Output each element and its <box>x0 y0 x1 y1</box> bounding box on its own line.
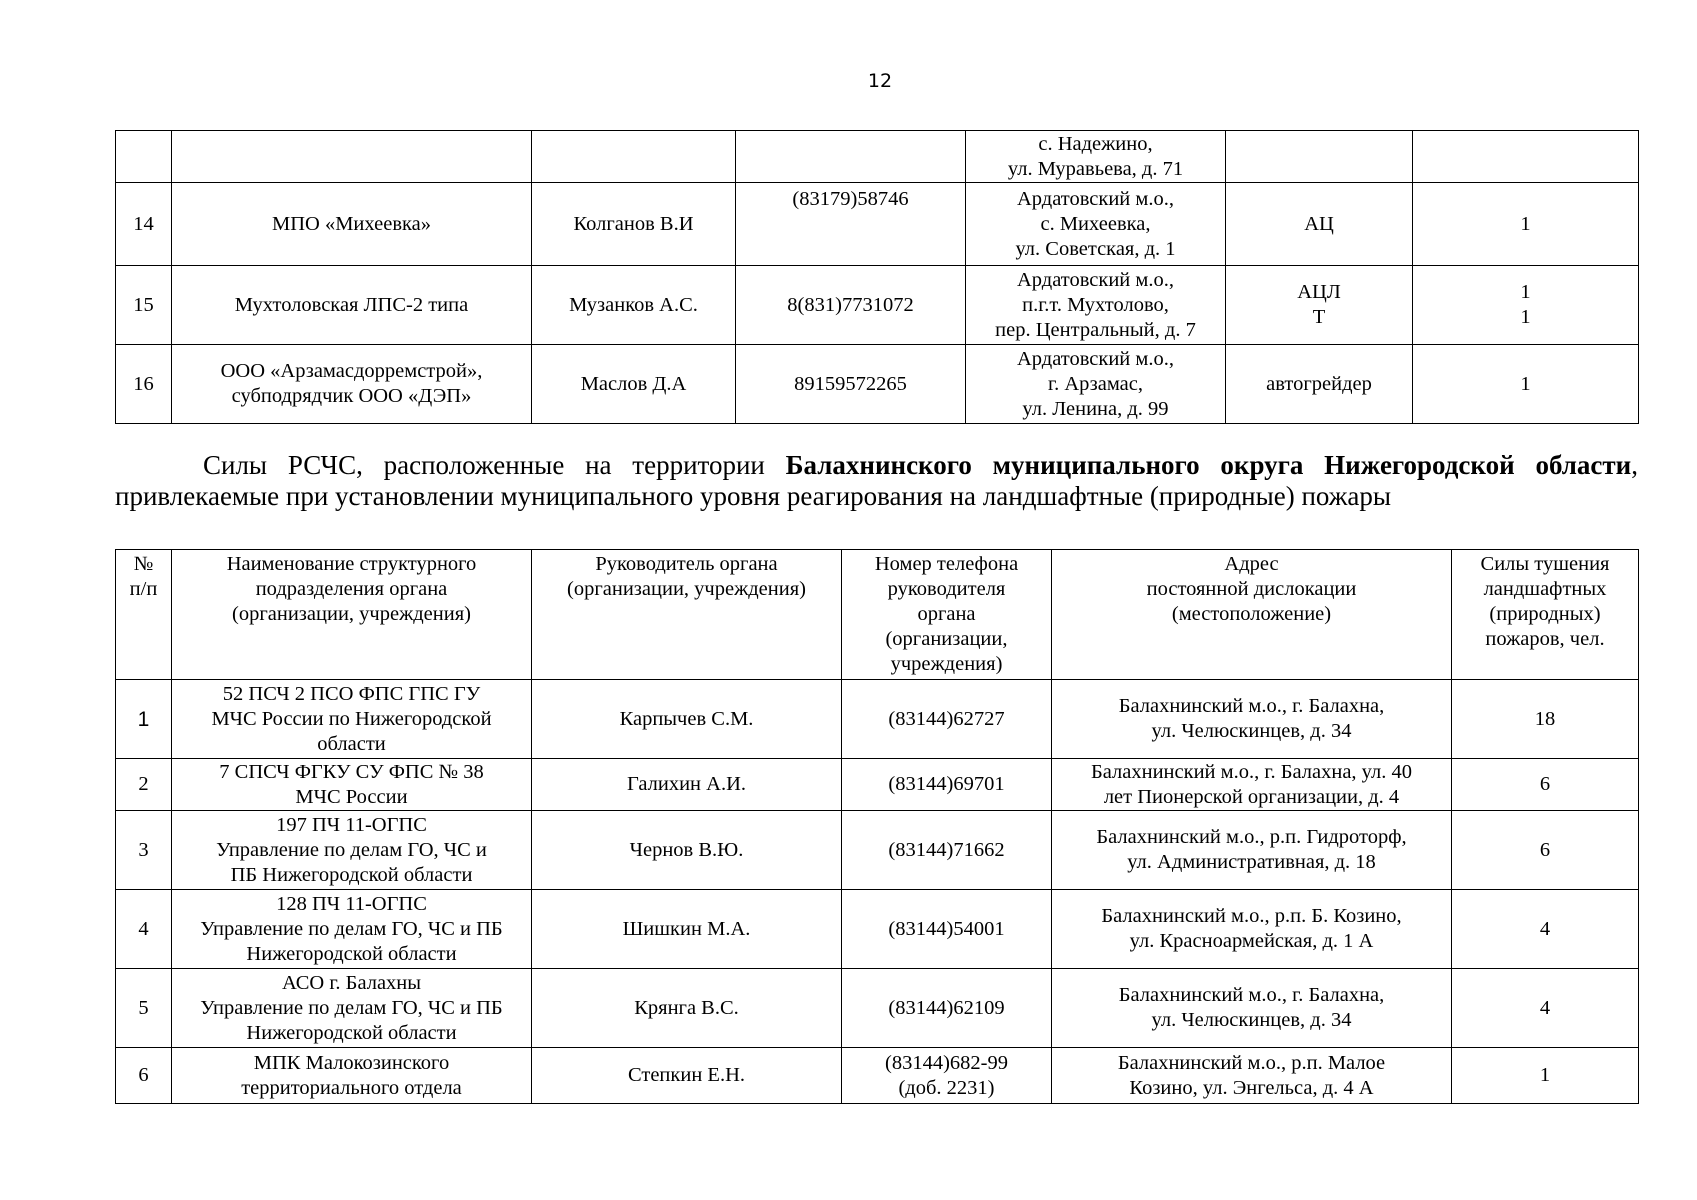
header-head: Руководитель органа (организации, учреждения) <box>532 550 842 680</box>
cell-address: Ардатовский м.о., с. Михеевка, ул. Советская, д. 1 <box>966 183 1226 266</box>
table-header-row <box>116 550 1639 680</box>
cell-forces: 6 <box>1452 759 1639 811</box>
cell-phone: (83144)71662 <box>842 811 1052 890</box>
cell-phone: (83144)62109 <box>842 969 1052 1048</box>
table-row <box>116 1048 1639 1104</box>
cell-forces: 4 <box>1452 969 1639 1048</box>
cell-address: Балахнинский м.о., г. Балахна, ул. Челюскинцев, д. 34 <box>1052 680 1452 759</box>
cell-forces: 18 <box>1452 680 1639 759</box>
cell-address: Ардатовский м.о., г. Арзамас, ул. Ленина, д. 99 <box>966 345 1226 424</box>
header-num: № п/п <box>116 550 172 680</box>
cell-forces: 4 <box>1452 890 1639 969</box>
cell-count <box>1413 131 1639 183</box>
table-row <box>116 131 1639 183</box>
cell-name <box>172 131 532 183</box>
cell-head <box>532 131 736 183</box>
cell-phone: (83179)58746 <box>736 183 966 266</box>
continued-table <box>115 130 1639 424</box>
cell-num: 3 <box>116 811 172 890</box>
heading-text-start: Силы РСЧС, расположенные на территории <box>203 450 786 480</box>
cell-count: 1 <box>1413 345 1639 424</box>
forces-table <box>115 549 1639 1104</box>
section-heading <box>115 450 1638 512</box>
cell-num: 6 <box>116 1048 172 1104</box>
table-row <box>116 759 1639 811</box>
header-address: Адрес постоянной дислокации (местоположение) <box>1052 550 1452 680</box>
cell-name: Мухтоловская ЛПС-2 типа <box>172 266 532 345</box>
heading-bold-region: Балахнинского муниципального округа Нижегородской области <box>785 450 1632 480</box>
table-row <box>116 811 1639 890</box>
cell-phone: 8(831)7731072 <box>736 266 966 345</box>
cell-name: 128 ПЧ 11-ОГПС Управление по делам ГО, ЧС и ПБ Нижегородской области <box>172 890 532 969</box>
table-row <box>116 680 1639 759</box>
cell-head: Крянга В.С. <box>532 969 842 1048</box>
cell-head: Чернов В.Ю. <box>532 811 842 890</box>
cell-phone: (83144)682-99 (доб. 2231) <box>842 1048 1052 1104</box>
cell-equipment: автогрейдер <box>1226 345 1413 424</box>
cell-address: Балахнинский м.о., р.п. Б. Козино, ул. Красноармейская, д. 1 А <box>1052 890 1452 969</box>
cell-head: Галихин А.И. <box>532 759 842 811</box>
cell-name: МПО «Михеевка» <box>172 183 532 266</box>
cell-phone <box>736 131 966 183</box>
cell-forces: 6 <box>1452 811 1639 890</box>
cell-forces: 1 <box>1452 1048 1639 1104</box>
cell-address: Балахнинский м.о., р.п. Малое Козино, ул. Энгельса, д. 4 А <box>1052 1048 1452 1104</box>
cell-num <box>116 131 172 183</box>
cell-num: 1 <box>116 680 172 759</box>
table-row <box>116 345 1639 424</box>
table-row <box>116 890 1639 969</box>
cell-name: АСО г. Балахны Управление по делам ГО, ЧС и ПБ Нижегородской области <box>172 969 532 1048</box>
cell-address: Балахнинский м.о., р.п. Гидроторф, ул. Административная, д. 18 <box>1052 811 1452 890</box>
header-name: Наименование структурного подразделения органа (организации, учреждения) <box>172 550 532 680</box>
cell-name: ООО «Арзамасдорремстрой», субподрядчик ООО «ДЭП» <box>172 345 532 424</box>
cell-phone: (83144)62727 <box>842 680 1052 759</box>
cell-phone: 89159572265 <box>736 345 966 424</box>
cell-address: Балахнинский м.о., г. Балахна, ул. 40 лет Пионерской организации, д. 4 <box>1052 759 1452 811</box>
cell-num: 14 <box>116 183 172 266</box>
cell-head: Карпычев С.М. <box>532 680 842 759</box>
table-row <box>116 266 1639 345</box>
cell-num: 15 <box>116 266 172 345</box>
heading-text-end: , привлекаемые при установлении муниципального уровня реагирования на ландшафтные (природные) пожары <box>115 450 1638 511</box>
cell-head: Маслов Д.А <box>532 345 736 424</box>
cell-phone: (83144)54001 <box>842 890 1052 969</box>
cell-phone: (83144)69701 <box>842 759 1052 811</box>
cell-name: 197 ПЧ 11-ОГПС Управление по делам ГО, ЧС и ПБ Нижегородской области <box>172 811 532 890</box>
cell-num: 5 <box>116 969 172 1048</box>
cell-count: 1 1 <box>1413 266 1639 345</box>
cell-name: МПК Малокозинского территориального отдела <box>172 1048 532 1104</box>
cell-name: 7 СПСЧ ФГКУ СУ ФПС № 38 МЧС России <box>172 759 532 811</box>
cell-head: Степкин Е.Н. <box>532 1048 842 1104</box>
cell-address: Балахнинский м.о., г. Балахна, ул. Челюскинцев, д. 34 <box>1052 969 1452 1048</box>
cell-equipment: АЦ <box>1226 183 1413 266</box>
cell-head: Колганов В.И <box>532 183 736 266</box>
header-forces: Силы тушения ландшафтных (природных) пожаров, чел. <box>1452 550 1639 680</box>
cell-name: 52 ПСЧ 2 ПСО ФПС ГПС ГУ МЧС России по Нижегородской области <box>172 680 532 759</box>
cell-address: Ардатовский м.о., п.г.т. Мухтолово, пер. Центральный, д. 7 <box>966 266 1226 345</box>
page-number: 12 <box>867 70 893 92</box>
cell-count: 1 <box>1413 183 1639 266</box>
header-phone: Номер телефона руководителя органа (организации, учреждения) <box>842 550 1052 680</box>
cell-num: 4 <box>116 890 172 969</box>
cell-head: Шишкин М.А. <box>532 890 842 969</box>
table-row <box>116 183 1639 266</box>
cell-equipment <box>1226 131 1413 183</box>
table-row <box>116 969 1639 1048</box>
cell-num: 2 <box>116 759 172 811</box>
cell-head: Музанков А.С. <box>532 266 736 345</box>
cell-equipment: АЦЛ Т <box>1226 266 1413 345</box>
cell-num: 16 <box>116 345 172 424</box>
cell-address: с. Надежино, ул. Муравьева, д. 71 <box>966 131 1226 183</box>
